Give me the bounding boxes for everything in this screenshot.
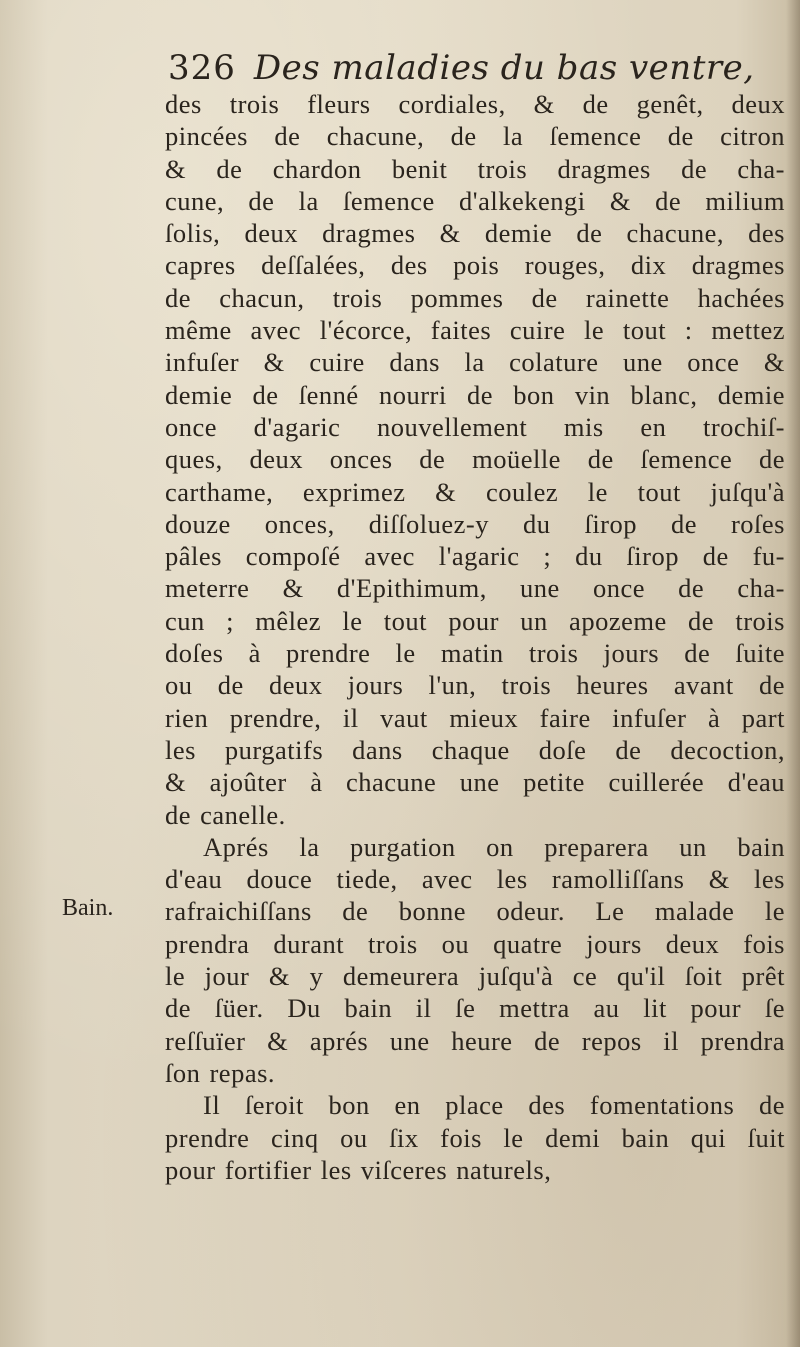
margin-note: Bain. [62,895,114,921]
text-line: once d'agaric nouvellement mis en trochiſ- [165,411,785,442]
text-line: carthame, exprimez & coulez le tout juſqu'à [165,476,785,507]
text-line: rien prendre, il vaut mieux faire infuſer à part [165,702,785,733]
text-line: meterre & d'Epithimum, une once de cha- [165,573,785,604]
text-line: de canelle. [165,799,286,830]
text-line: infuſer & cuire dans la colature une once & [165,347,785,378]
text-line: & de chardon benit trois dragmes de cha- [165,153,785,184]
text-line: douze onces, diſſoluez-y du ſirop de roſes [165,508,785,539]
text-line: des trois fleurs cordiales, & de genêt, deux [165,89,785,119]
running-head [168,44,768,92]
text-line: les purgatifs dans chaque doſe de decoction, [165,734,785,765]
text-line: doſes à prendre le matin trois jours de ſuite [165,638,785,669]
text-line: ſon repas. [165,1057,276,1088]
text-line: de ſüer. Du bain il ſe mettra au lit pour ſe [165,993,785,1024]
text-line: cune, de la ſemence d'alkekengi & de milium [165,185,785,216]
text-line: Aprés la purgation on preparera un bain [203,831,785,862]
text-line: & ajoûter à chacune une petite cuillerée d'eau [165,767,785,798]
text-line: pincées de chacune, de la ſemence de citron [165,121,785,152]
page-edge-shadow [786,0,800,1347]
text-line: prendra durant trois ou quatre jours deux fois [165,928,785,959]
text-line: d'eau douce tiede, avec les ramolliſſans & les [165,864,785,895]
body-text [165,88,785,1186]
text-line: capres deſſalées, des pois rouges, dix dragmes [165,250,785,281]
page-number: 326 [168,48,236,88]
text-line: le jour & y demeurera juſqu'à ce qu'il ſoit prêt [165,961,785,992]
text-line: pour fortifier les viſceres naturels, [165,1154,552,1185]
text-line: Il ſeroit bon en place des fomentations de [203,1090,785,1121]
running-head-title: Des maladies du bas ventre, [253,48,755,88]
text-line: ou de deux jours l'un, trois heures avant de [165,670,785,701]
text-line: rafraichiſſans de bonne odeur. Le malade le [165,896,785,927]
text-line: demie de ſenné nourri de bon vin blanc, demie [165,379,785,410]
text-line: ques, deux onces de moüelle de ſemence de [165,444,785,475]
text-line: reſſuïer & aprés une heure de repos il prendra [165,1025,785,1056]
text-line: de chacun, trois pommes de rainette hachées [165,282,785,313]
text-line: cun ; mêlez le tout pour un apozeme de trois [165,605,785,636]
text-line: ſolis, deux dragmes & demie de chacune, des [165,218,785,249]
text-line: prendre cinq ou ſix fois le demi bain qui ſuit [165,1122,785,1153]
text-line: même avec l'écorce, faites cuire le tout : mettez [165,315,785,346]
text-line: pâles compoſé avec l'agaric ; du ſirop de fu- [165,541,785,572]
